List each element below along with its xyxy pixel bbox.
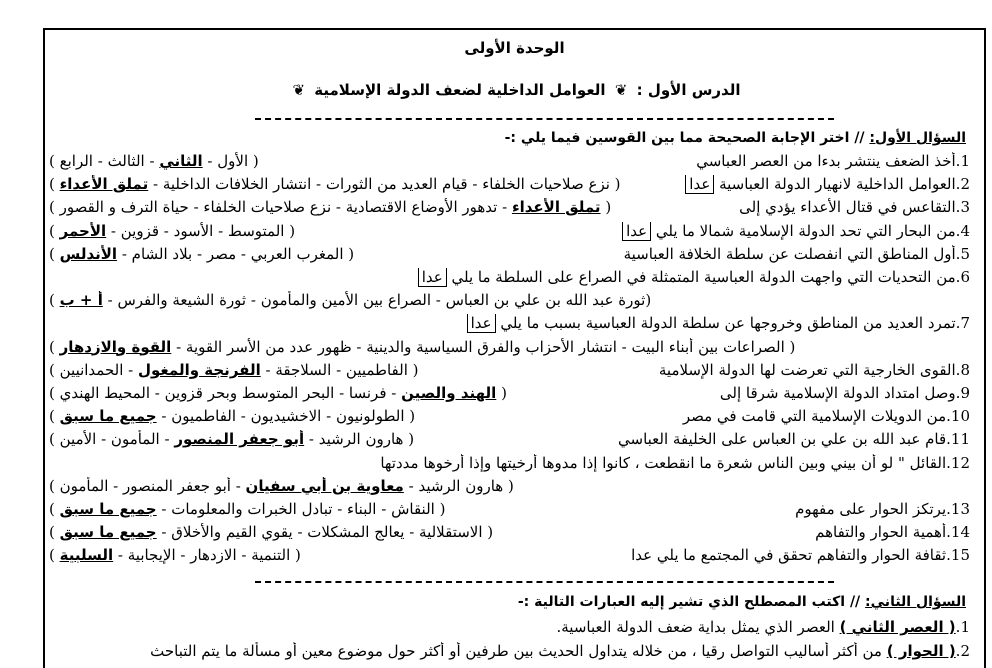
options-before: (ثورة عبد الله بن علي بن العباس - الصراع بين الأمين والمأمون - ثورة الشيعة والفرس -: [102, 291, 652, 310]
ornament-right-icon: ❦: [614, 81, 628, 99]
options-after: ): [49, 291, 60, 310]
question-two-instruction: اكتب المصطلح الذي تشير إليه العبارات التالية :-: [517, 594, 846, 610]
unit-title: الوحدة الأولى: [464, 39, 565, 57]
question-one-heading: [505, 130, 966, 146]
answer-options: [49, 361, 419, 379]
dashed-separator: [255, 581, 834, 583]
answer-options: [49, 291, 651, 309]
options-before: ( الاستقلالية - يعالج المشكلات - يقوي القيم والأخلاق -: [156, 523, 494, 542]
definition-number: 2.: [955, 642, 970, 660]
question-stem: [739, 198, 970, 216]
term-answer: ( الحوار ): [886, 642, 956, 660]
ornament-left-icon: ❦: [292, 81, 306, 99]
question-stem: [659, 361, 970, 379]
options-after: ): [49, 407, 60, 426]
options-after: - تدهور الأوضاع الاقتصادية - نزع صلاحيات الخلفاء - حياة الترف و القصور ): [49, 198, 512, 217]
question-text: أهمية الحوار والتفاهم: [815, 523, 947, 542]
question-stem: [940, 338, 970, 356]
question-number: 10.: [946, 407, 970, 426]
question-text: العوامل الداخلية لانهيار الدولة العباسية: [714, 175, 956, 194]
correct-answer: الأحمر: [59, 221, 107, 240]
question-stem: [683, 407, 970, 425]
question-item: [49, 245, 970, 267]
question-number: 1.: [955, 152, 970, 170]
excluded-word: عدا: [685, 175, 714, 194]
question-text: أول المناطق التي انفصلت عن سلطة الخلافة العباسية: [623, 244, 956, 263]
correct-answer: تملق الأعداء: [511, 198, 601, 217]
question-two-marker: //: [849, 594, 861, 610]
question-text: من الدويلات الإسلامية التي قامت في مصر: [682, 407, 947, 426]
correct-answer: الأندلس: [59, 244, 118, 263]
question-two-label: السؤال الثاني:: [865, 594, 966, 610]
definition-item: [49, 618, 970, 640]
question-stem: [940, 477, 970, 495]
question-number: 9.: [955, 384, 970, 402]
answer-options: [49, 407, 415, 425]
question-item: [49, 500, 970, 522]
question-text: من البحار التي تحد الدولة الإسلامية شمالا ما يلي: [651, 221, 956, 240]
question-item: [49, 338, 970, 360]
options-after: - الثالث - الرابع ): [49, 152, 160, 170]
options-before: ( التنمية - الازدهار - الإيجابية -: [113, 546, 301, 565]
options-after: - أبو جعفر المنصور - المأمون ): [49, 476, 246, 495]
answer-options: [49, 500, 445, 518]
correct-answer: جميع ما سبق: [59, 500, 157, 518]
options-after: - الحمدانيين ): [49, 360, 139, 379]
lesson-title: [45, 81, 984, 99]
question-item: [49, 198, 970, 220]
question-item: [49, 152, 970, 174]
question-number: 8.: [955, 360, 970, 379]
correct-answer: أبو جعفر المنصور: [174, 430, 305, 449]
question-text: يرتكز الحوار على مفهوم: [795, 500, 947, 518]
answer-options: [49, 175, 621, 193]
correct-answer: جميع ما سبق: [59, 523, 157, 542]
question-text: وصل امتداد الدولة الإسلامية شرقا إلى: [719, 384, 956, 402]
question-item: [49, 546, 970, 568]
question-text: القوى الخارجية التي تعرضت لها الدولة الإسلامية: [658, 360, 956, 379]
question-stem: [467, 314, 970, 332]
term-answer: ( العصر الثاني ): [839, 618, 956, 636]
options-after: ): [49, 337, 60, 356]
question-stem: [631, 546, 970, 564]
question-number: 11.: [946, 430, 970, 449]
question-two-heading: [518, 594, 966, 610]
question-stem: [940, 291, 970, 309]
excluded-word: عدا: [418, 268, 447, 287]
correct-answer: القوة والازدهار: [59, 337, 172, 356]
options-after: ): [49, 500, 60, 518]
question-stem: [618, 430, 970, 448]
question-text: من التحديات التي واجهت الدولة العباسية المتمثلة في الصراع على السلطة ما يلي: [446, 268, 956, 286]
question-item: [49, 175, 970, 197]
correct-answer: جميع ما سبق: [59, 407, 157, 426]
question-item: [49, 384, 970, 406]
options-after: - فرنسا - البحر المتوسط وبحر قزوين - المحيط الهندي ): [49, 384, 402, 402]
question-item: [49, 407, 970, 429]
question-text: التقاعس في قتال الأعداء يؤدي إلى: [739, 198, 956, 217]
answer-options: [49, 198, 611, 216]
options-after: ): [49, 523, 60, 542]
question-item: [49, 361, 970, 383]
options-before: ( نزع صلاحيات الخلفاء - قيام العديد من الثورات - انتشار الخلافات الداخلية -: [148, 175, 621, 194]
question-stem: [720, 384, 970, 402]
answer-options: [49, 152, 259, 170]
question-item: [49, 314, 970, 336]
options-after: - المأمون - الأمين ): [49, 430, 175, 449]
options-before: ( الطولونيون - الاخشيديون - الفاطميون -: [156, 407, 416, 426]
answer-options: [49, 430, 414, 448]
question-number: 5.: [955, 244, 970, 263]
question-text: تمرد العديد من المناطق وخروجها عن سلطة الدولة العباسية بسبب ما يلي: [495, 314, 956, 333]
options-before: ( هارون الرشيد -: [304, 430, 415, 449]
question-number: 3.: [955, 198, 970, 217]
question-item: [49, 268, 970, 290]
correct-answer: تملق الأعداء: [59, 175, 149, 194]
question-stem: [624, 245, 970, 263]
options-after: ): [49, 175, 60, 194]
options-before: ( المتوسط - الأسود - قزوين -: [106, 221, 296, 240]
question-one-label: السؤال الأول:: [869, 130, 966, 146]
question-number: 7.: [955, 314, 970, 333]
answer-options: [49, 245, 354, 263]
question-number: 2.: [955, 175, 970, 194]
correct-answer: السلبية: [59, 546, 114, 565]
question-item: [49, 454, 970, 476]
options-before: ( النقاش - البناء - تبادل الخبرات والمعلومات -: [156, 500, 446, 518]
question-text: أخذ الضعف ينتشر بدءا من العصر العباسي: [696, 152, 956, 170]
question-number: 13.: [946, 500, 970, 518]
question-stem: [622, 222, 970, 240]
question-stem: [696, 152, 970, 170]
correct-answer: الهند والصين: [401, 384, 497, 402]
definition-number: 1.: [955, 618, 970, 636]
excluded-word: عدا: [467, 314, 496, 333]
lesson-prefix: الدرس الأول :: [636, 81, 741, 99]
question-one-marker: //: [854, 130, 865, 146]
correct-answer: الثاني: [159, 152, 203, 170]
options-after: ): [49, 546, 60, 565]
correct-answer: أ + ب: [59, 291, 103, 310]
options-after: ): [49, 244, 60, 263]
options-before: (: [496, 384, 507, 402]
lesson-name: العوامل الداخلية لضعف الدولة الإسلامية: [314, 81, 606, 99]
question-stem: [685, 175, 970, 193]
question-text: القائل " لو أن بيني وبين الناس شعرة ما انقطعت ، كانوا إذا مدوها أرخيتها وإذا أرخوها مددتها: [380, 453, 947, 472]
question-stem: [815, 523, 970, 541]
question-number: 6.: [955, 268, 970, 286]
excluded-word: عدا: [622, 222, 651, 241]
definition-item: [49, 642, 970, 664]
question-stem: [380, 454, 970, 472]
question-item: [49, 291, 970, 313]
options-after: ): [49, 221, 60, 240]
question-number: 12.: [946, 453, 970, 472]
answer-options: [49, 523, 493, 541]
question-text: قام عبد الله بن علي بن العباس على الخليفة العباسي: [618, 430, 947, 449]
question-item: [49, 430, 970, 452]
question-stem: [418, 268, 970, 286]
question-item: [49, 523, 970, 545]
answer-options: [49, 477, 514, 495]
worksheet-page: [43, 28, 986, 668]
answer-options: [49, 222, 295, 240]
options-before: ( الفاطميين - السلاجقة -: [260, 360, 419, 379]
answer-options: [49, 338, 795, 356]
question-number: 14.: [946, 523, 970, 542]
answer-options: [49, 546, 301, 564]
definition-text: العصر الذي يمثل بداية ضعف الدولة العباسية.: [556, 618, 840, 636]
options-before: ( المغرب العربي - مصر - بلاد الشام -: [117, 244, 355, 263]
options-before: ( الأول -: [202, 152, 259, 170]
question-text: ثقافة الحوار والتفاهم تحقق في المجتمع ما يلي عدا: [631, 546, 947, 565]
question-number: 4.: [955, 221, 970, 240]
options-before: (: [600, 198, 612, 217]
question-item: [49, 222, 970, 244]
correct-answer: الفرنجة والمغول: [138, 360, 261, 379]
options-before: ( هارون الرشيد -: [403, 476, 514, 495]
question-one-instruction: اختر الإجابة الصحيحة مما بين القوسين فيما يلي :-: [504, 130, 850, 146]
options-before: ( الصراعات بين أبناء البيت - انتشار الأحزاب والفرق السياسية والدينية - ظهور عدد من الأسر القوية -: [171, 337, 796, 356]
correct-answer: معاوية بن أبي سفيان: [245, 476, 404, 495]
definition-text: من أكثر أساليب التواصل رقيا ، من خلاله يتداول الحديث بين طرفين أو أكثر حول موضوع معين أو مسألة ما يتم التباحث: [150, 642, 887, 660]
dashed-separator: [255, 118, 834, 120]
question-stem: [795, 500, 970, 518]
answer-options: [49, 384, 507, 402]
question-item: [49, 477, 970, 499]
question-number: 15.: [946, 546, 970, 565]
